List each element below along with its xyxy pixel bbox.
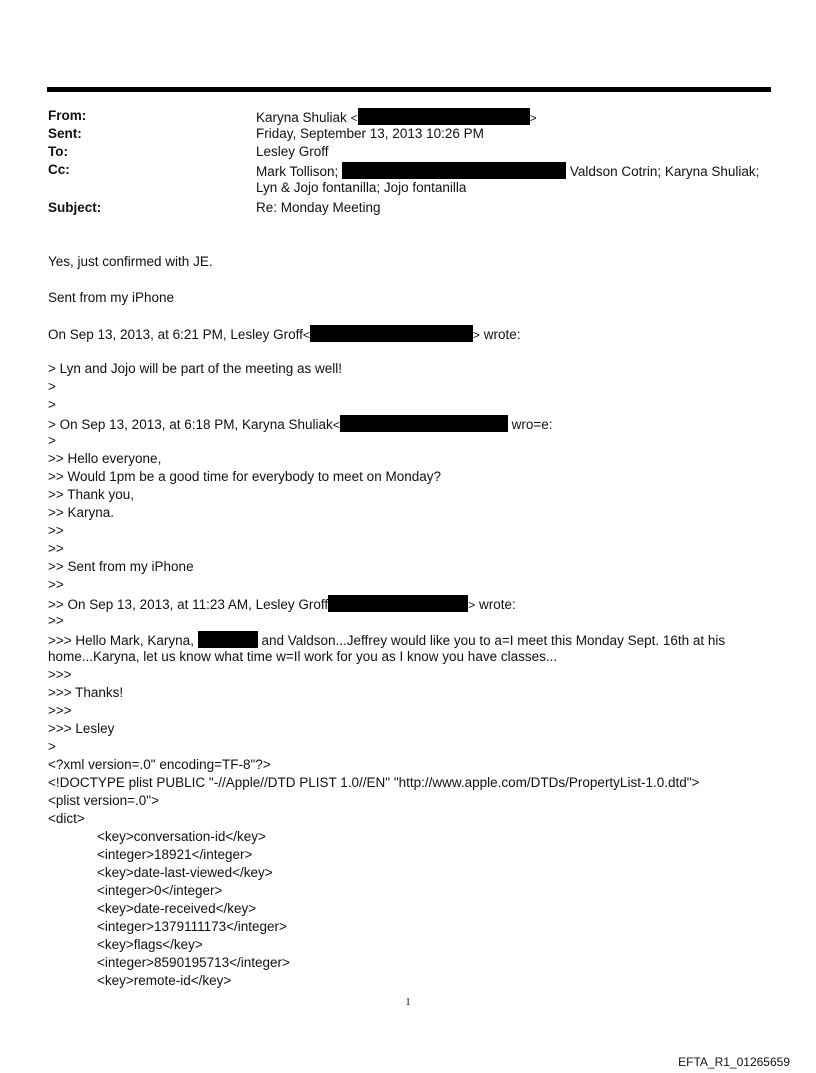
body-line: >>> Thanks!: [48, 685, 124, 700]
body-line: >>>: [48, 667, 72, 682]
xml-line: <?xml version=.0" encoding=TF-8"?>: [48, 757, 271, 772]
page-number: 1: [405, 996, 411, 1008]
body-line: >> Thank you,: [48, 487, 135, 502]
body-line: >>: [48, 541, 64, 556]
redaction-box: [328, 595, 468, 612]
redaction-box: [340, 415, 508, 432]
quote-header-text: >> On Sep 13, 2013, at 11:23 AM, Lesley Groff: [48, 597, 329, 612]
body-line: >: [48, 739, 56, 754]
cc-part-2: Valdson Cotrin; Karyna Shuliak;: [569, 164, 760, 179]
greeting-text-rest: and Valdson...Jeffrey would like you to a=I meet this Monday Sept. 16th at his: [261, 633, 726, 648]
quote-header-wrote: wro=e:: [511, 417, 553, 432]
cc-value-continued: Lyn & Jojo fontanilla; Jojo fontanilla: [256, 180, 467, 195]
body-line: > On Sep 13, 2013, at 6:18 PM, Karyna Shuliak< wro=e:: [48, 417, 553, 432]
from-value: Karyna Shuliak < >: [256, 110, 537, 125]
body-line: >> Hello everyone,: [48, 451, 162, 466]
redaction-box: [358, 108, 530, 125]
body-line: >> On Sep 13, 2013, at 11:23 AM, Lesley Groff > wrote:: [48, 597, 516, 612]
sent-value: Friday, September 13, 2013 10:26 PM: [256, 126, 484, 141]
quote-header-wrote: wrote:: [478, 597, 516, 612]
from-label: From:: [48, 108, 87, 123]
xml-line: <!DOCTYPE plist PUBLIC "-//Apple//DTD PLIST 1.0//EN" "http://www.apple.com/DTDs/PropertyList-1.0.dtd">: [48, 775, 700, 790]
xml-line: <key>date-received</key>: [97, 901, 257, 916]
xml-line: <integer>18921</integer>: [97, 847, 253, 862]
body-line: >> Karyna.: [48, 505, 115, 520]
body-line: >> Would 1pm be a good time for everybody to meet on Monday?: [48, 469, 441, 484]
xml-line: <integer>8590195713</integer>: [97, 955, 290, 970]
cc-value: [256, 162, 759, 179]
bates-number: EFTA_R1_01265659: [678, 1055, 790, 1069]
body-line: >>: [48, 577, 64, 592]
quote-header-text: On Sep 13, 2013, at 6:21 PM, Lesley Groff: [48, 327, 303, 342]
sent-label: Sent:: [48, 126, 82, 141]
redaction-box: [198, 631, 258, 648]
xml-line: <key>flags</key>: [97, 937, 203, 952]
body-line: >>: [48, 613, 64, 628]
redaction-box: [342, 162, 566, 179]
body-line: Yes, just confirmed with JE.: [48, 254, 213, 269]
from-name: Karyna Shuliak: [256, 110, 347, 125]
xml-line: <integer>1379111173</integer>: [97, 919, 287, 934]
body-line: >>>: [48, 703, 72, 718]
xml-line: <plist version=.0">: [48, 793, 159, 808]
body-line: >: [48, 379, 56, 394]
body-line: > Lyn and Jojo will be part of the meeting as well!: [48, 361, 343, 376]
quote-header-wrote: wrote:: [483, 327, 521, 342]
body-line: >> Sent from my iPhone: [48, 559, 194, 574]
xml-line: <dict>: [48, 811, 85, 826]
xml-line: <key>remote-id</key>: [97, 973, 232, 988]
body-line: >>: [48, 523, 64, 538]
xml-line: <integer>0</integer>: [97, 883, 223, 898]
greeting-text: >>> Hello Mark, Karyna,: [48, 633, 194, 648]
quote-header-text: > On Sep 13, 2013, at 6:18 PM, Karyna Shuliak: [48, 417, 333, 432]
body-line: >>> Lesley: [48, 721, 115, 736]
to-value: Lesley Groff: [256, 144, 329, 159]
header-rule: [47, 87, 771, 92]
body-line: Sent from my iPhone: [48, 290, 175, 305]
redaction-box: [310, 325, 473, 342]
body-line: [48, 631, 725, 648]
cc-part-1: Mark Tollison;: [256, 164, 339, 179]
cc-label: Cc:: [48, 162, 70, 177]
xml-line: <key>conversation-id</key>: [97, 829, 266, 844]
xml-line: <key>date-last-viewed</key>: [97, 865, 273, 880]
body-line: >: [48, 397, 56, 412]
body-line: home...Karyna, let us know what time w=Il work for you as I know you have classes...: [48, 649, 558, 664]
subject-label: Subject:: [48, 200, 102, 215]
body-line: >: [48, 433, 56, 448]
subject-value: Re: Monday Meeting: [256, 200, 381, 215]
to-label: To:: [48, 144, 68, 159]
body-line: On Sep 13, 2013, at 6:21 PM, Lesley Groff< > wrote:: [48, 327, 521, 342]
